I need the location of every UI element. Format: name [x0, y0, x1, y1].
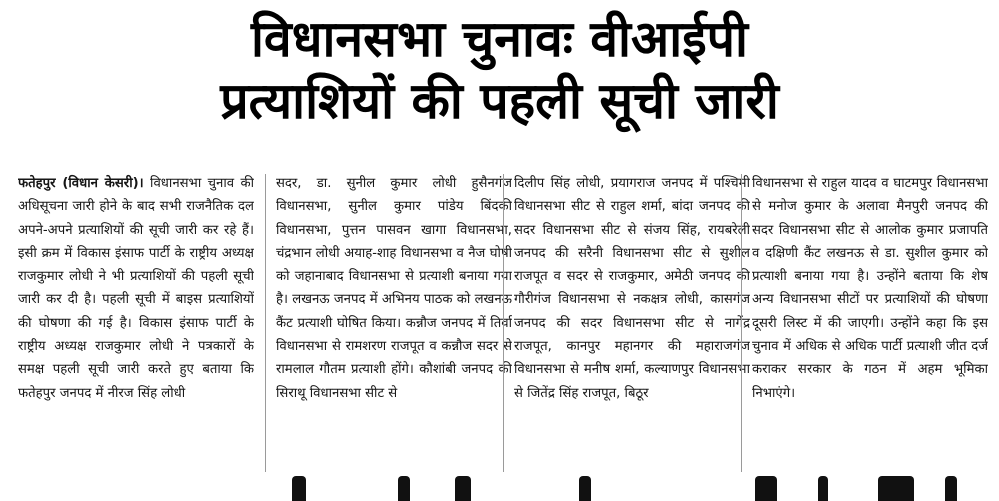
article-column-4 [752, 172, 988, 470]
cropped-next-headline [0, 476, 999, 501]
column-4-text: विधानसभा से राहुल यादव व घाटमपुर विधानसभा से मनोज कुमार के अलावा मैनपुरी जनपद की सदर विधानसभा सीट से आलोक कुमार प्रजापति व दक्षिणी कैंट लखनऊ से डा. सुशील कुमार को प्रत्याशी बनाया गया है। उन्होंने बताया कि शेष अन्य विधानसभा सीटों पर प्रत्याशियों की घोषणा दूसरी लिस्ट में की जाएगी। उन्होंने कहा कि इस चुनाव में अधिक से अधिक पार्टी प्रत्याशी जीत दर्ज कराकर सरकार के गठन में अहम भूमिका निभाएंगे। [752, 176, 988, 401]
article-column-3 [514, 172, 750, 470]
article-body [0, 172, 999, 472]
dateline: फतेहपुर (विधान केसरी)। [18, 176, 144, 191]
column-1-text: विधानसभा चुनाव की अधिसूचना जारी होने के बाद सभी राजनैतिक दल अपने-अपने प्रत्याशियों की सूची जारी कर रहे हैं। इसी क्रम में विकास इंसाफ पार्टी के राष्ट्रीय अध्यक्ष राजकुमार लोधी ने भी प्रत्याशियों की पहली सूची जारी कर दी है। पहली सूची में बाइस प्रत्याशियों की घोषणा की गई है। विकास इंसाफ पार्टी के राष्ट्रीय अध्यक्ष राजकुमार लोधी ने पत्रकारों के समक्ष पहली सूची जारी करते हुए बताया कि फतेहपुर जनपद में नीरज सिंह लोधी [18, 176, 254, 401]
column-divider [265, 174, 266, 472]
column-divider [503, 174, 504, 472]
headline-line-1: विधानसभा चुनावः वीआईपी [250, 10, 748, 68]
headline-line-2: प्रत्याशियों की पहली सूची जारी [220, 72, 779, 130]
headline [0, 8, 999, 132]
column-2-text: सदर, डा. सुनील कुमार लोधी हुसैनगंज विधानसभा, सुनील कुमार पांडेय बिंदकी विधानसभा, पुत्तन पासवन खागा विधानसभा, चंद्रभान लोधी अयाह-शाह विधानसभा व नैज घोषी को जहानाबाद विधानसभा से प्रत्याशी बनाया गया है। लखनऊ जनपद में अभिनय पाठक को लखनऊ कैंट प्रत्याशी घोषित किया। कन्नौज जनपद में तिर्वा विधानसभा से रामशरण राजपूत व कन्नौज सदर से रामलाल गौतम प्रत्याशी होंगे। कौशांबी जनपद की सिराथू विधानसभा सीट से [276, 176, 512, 401]
column-3-text: दिलीप सिंह लोधी, प्रयागराज जनपद में पश्चिमी विधानसभा सीट से राहुल शर्मा, बांदा जनपद की सदर विधानसभा सीट से संजय सिंह, रायबरेली जनपद की सरैनी विधानसभा सीट से सुशील राजपूत व सदर से राजकुमार, अमेठी जनपद की गौरीगंज विधानसभा से नकक्षत्र लोधी, कासगंज जनपद की सदर विधानसभा सीट से नागेंद्र राजपूत, कानपुर महानगर की महाराजगंज विधानसभा से मनीष शर्मा, कल्याणपुर विधानसभा से जितेंद्र सिंह राजपूत, बिठूर [514, 176, 750, 401]
article-column-2 [276, 172, 512, 470]
article-column-1 [18, 172, 254, 470]
column-divider [741, 174, 742, 472]
